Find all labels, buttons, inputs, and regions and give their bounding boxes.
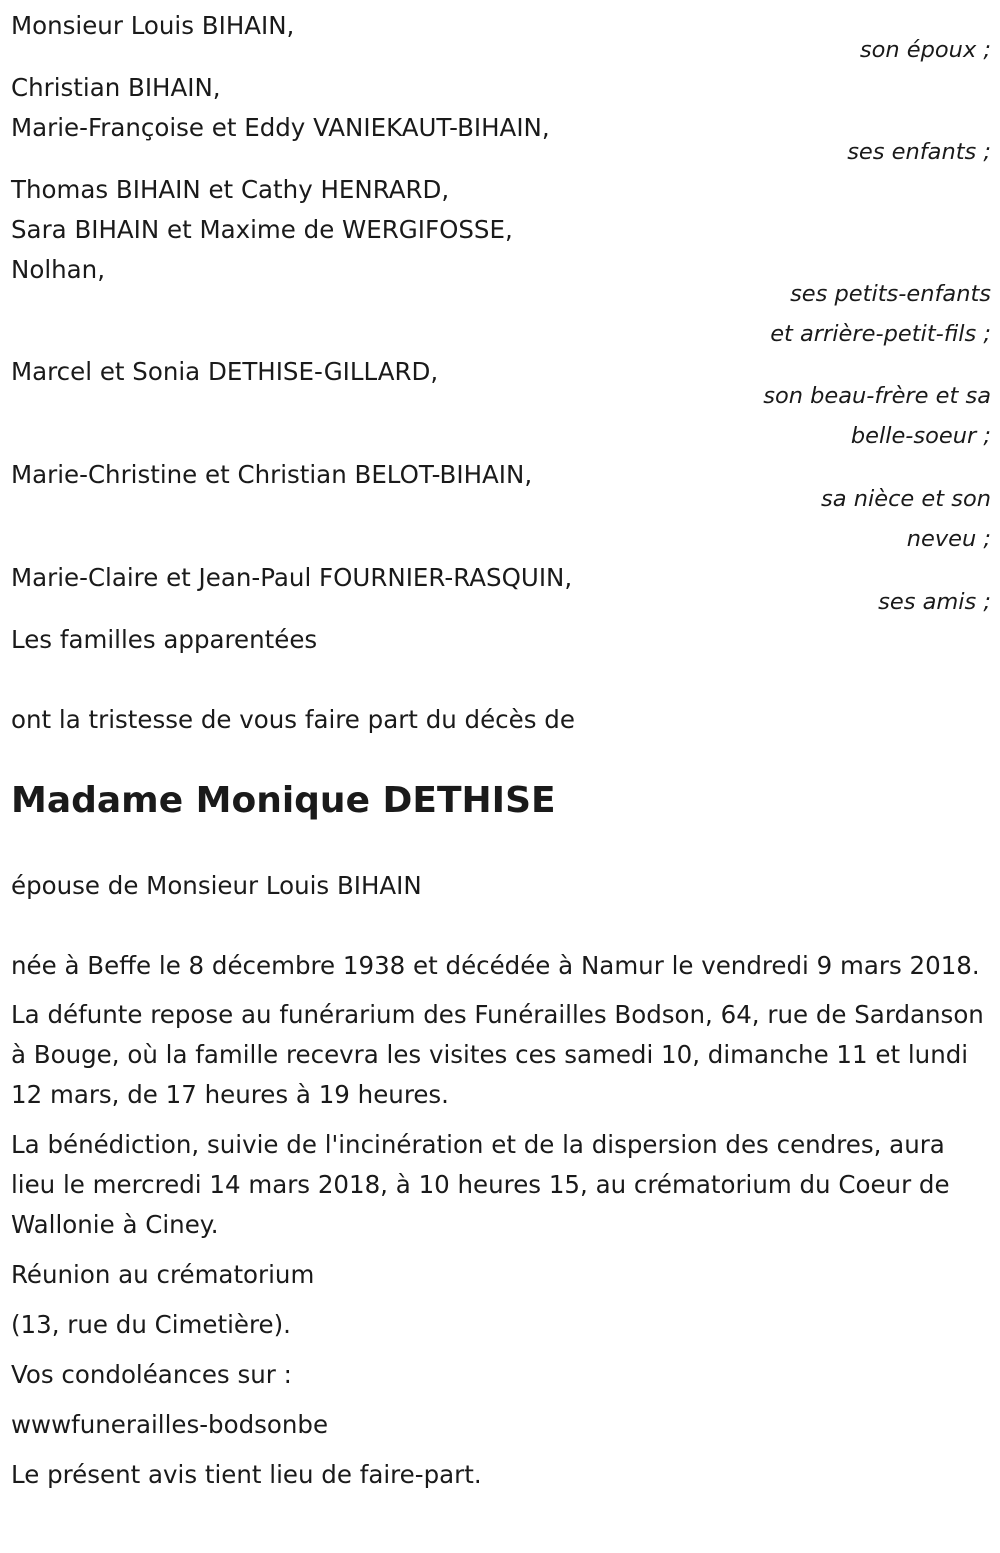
- family-group-spouse: [11, 6, 991, 68]
- relation-label: [878, 582, 991, 622]
- family-name-line: Thomas BIHAIN et Cathy HENRARD,: [11, 175, 450, 204]
- relation-line: belle-soeur ;: [850, 423, 991, 449]
- family-group-friends: [11, 558, 991, 620]
- related-families: Les familles apparentées: [11, 625, 318, 654]
- relation-line: son époux ;: [859, 37, 991, 63]
- closing-line: Le présent avis tient lieu de faire-part.: [11, 1460, 482, 1489]
- meeting-line: Réunion au crématorium: [11, 1260, 315, 1289]
- relation-label: [770, 274, 991, 354]
- relation-line: ses petits-enfants: [790, 281, 991, 307]
- family-name-line: Marie-Christine et Christian BELOT-BIHAIN,: [11, 460, 533, 489]
- relation-label: [821, 479, 991, 559]
- family-group-in-laws: [11, 352, 991, 455]
- relation-line: son beau-frère et sa: [763, 383, 991, 409]
- relation-line: ses enfants ;: [847, 139, 991, 165]
- family-names: [11, 6, 991, 46]
- family-name-line: Nolhan,: [11, 255, 105, 284]
- birth-death-paragraph: née à Beffe le 8 décembre 1938 et décédée à Namur le vendredi 9 mars 2018.: [11, 951, 980, 980]
- family-group-niece-nephew: [11, 455, 991, 558]
- relation-label: [763, 376, 991, 456]
- viewing-paragraph: La défunte repose au funérarium des Funérailles Bodson, 64, rue de Sardanson à Bouge, où la famille recevra les visites ces samedi 10, dimanche 11 et lundi 12 mars, de 17 heures à 19 heures.: [11, 1000, 984, 1109]
- family-name-line: Marcel et Sonia DETHISE-GILLARD,: [11, 357, 439, 386]
- family-names: [11, 68, 991, 148]
- relation-line: neveu ;: [906, 526, 991, 552]
- family-name-line: Marie-Claire et Jean-Paul FOURNIER-RASQUIN,: [11, 563, 573, 592]
- address-line: (13, rue du Cimetière).: [11, 1310, 291, 1339]
- family-name-line: Sara BIHAIN et Maxime de WERGIFOSSE,: [11, 215, 513, 244]
- family-name-line: Monsieur Louis BIHAIN,: [11, 11, 295, 40]
- website-link[interactable]: wwwfunerailles-bodsonbe: [11, 1410, 329, 1439]
- relation-label: [847, 132, 991, 172]
- family-name-line: Marie-Françoise et Eddy VANIEKAUT-BIHAIN,: [11, 113, 550, 142]
- ceremony-paragraph: La bénédiction, suivie de l'incinération et de la dispersion des cendres, aura lieu le mercredi 14 mars 2018, à 10 heures 15, au crématorium du Coeur de Wallonie à Ciney.: [11, 1130, 950, 1239]
- condolences-line: Vos condoléances sur :: [11, 1360, 292, 1389]
- relation-line: ses amis ;: [878, 589, 991, 615]
- relation-label: [860, 30, 991, 70]
- family-group-grandchildren: [11, 170, 991, 352]
- family-names: [11, 170, 991, 290]
- family-name-line: Christian BIHAIN,: [11, 73, 221, 102]
- spouse-line: épouse de Monsieur Louis BIHAIN: [11, 871, 422, 900]
- relation-line: sa nièce et son: [821, 486, 991, 512]
- family-names: [11, 558, 991, 598]
- announcement-text: ont la tristesse de vous faire part du décès de: [11, 705, 575, 734]
- relation-line: et arrière-petit-fils ;: [770, 321, 991, 347]
- deceased-name: Madame Monique DETHISE: [11, 780, 556, 821]
- family-group-children: [11, 68, 991, 170]
- obituary-notice: [11, 6, 991, 1495]
